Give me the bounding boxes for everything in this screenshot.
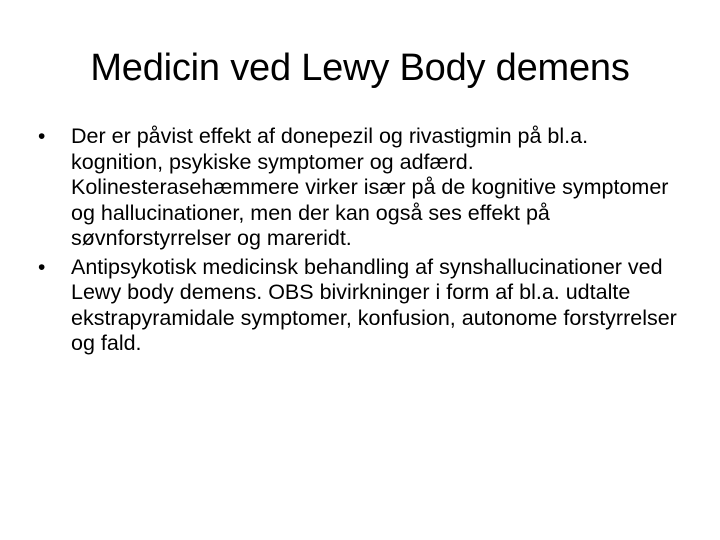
bullet-text: Der er påvist effekt af donepezil og rivastigmin på bl.a. kognition, psykiske symptomer og adfærd. Kolinesterasehæmmere virker især på de kognitive symptomer og hallucinationer, men der kan også ses effekt på søvnforstyrrelser og mareridt. (71, 124, 669, 250)
bullet-dot-icon: • (38, 125, 46, 148)
bullet-dot-icon: • (38, 255, 46, 279)
bullet-list (36, 124, 686, 360)
slide-title: Medicin ved Lewy Body demens (90, 47, 630, 89)
bullet-text: Antipsykotisk medicinsk behandling af synshallucinationer ved Lewy body demens. OBS bivirkninger i form af bl.a. udtalte ekstrapyramidale symptomer, konfusion, autonome forstyrrelser og fald. (71, 254, 677, 355)
bullet-item (36, 124, 686, 252)
bullet-item (36, 255, 686, 357)
